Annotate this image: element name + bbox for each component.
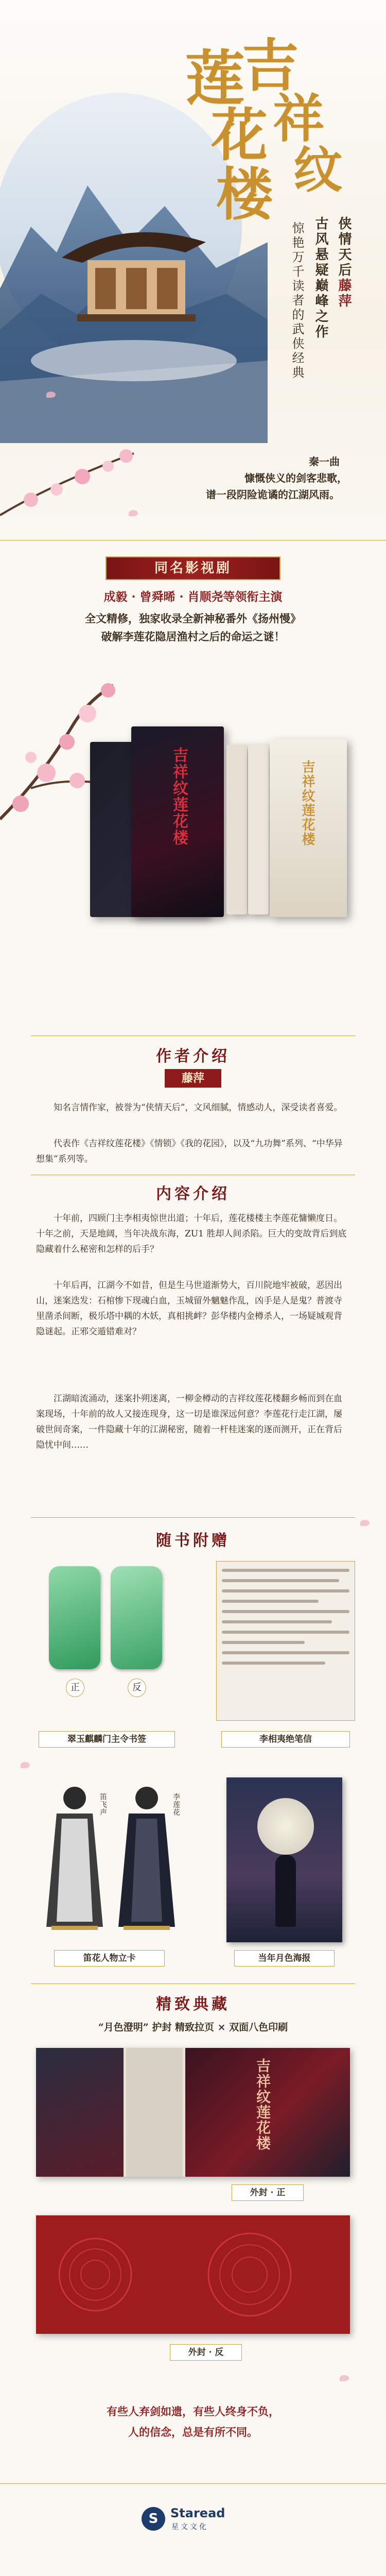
author-name: 藤萍 [181,1072,204,1085]
gift-standees [36,1772,185,1942]
adaptation-bar: 同名影视剧 [106,556,280,580]
token-front-label: 正 [66,1679,84,1697]
collector-section-title: 精致典藏 [156,1995,230,2013]
book-set-section [0,654,386,974]
handwriting-line [222,1662,325,1665]
book-cover-title-4: 吉祥纹莲花楼 [300,760,315,846]
publisher-logo [142,2504,244,2535]
tagline-vertical-1 [335,216,354,309]
collector-features: “月色澄明” 护封 精致拉页 × 双面八色印刷 [98,2022,288,2033]
tagline-vertical-2: 古风悬疑巅峰之作 [313,216,328,340]
intro-line-2: 慷慨侠义的剑客悲歌， [244,472,347,484]
title-char-3: 纹 [293,142,343,199]
standee-name-a: 笛飞声 [99,1793,107,1816]
cover-title: 吉祥纹莲花楼 [254,2058,271,2151]
tagline-author: 藤萍 [336,278,352,309]
book-cover-title: 吉祥纹莲花楼 [170,747,188,846]
moon [257,1798,314,1855]
gift-letter [216,1561,355,1721]
gift-caption-1: 翠玉麒麟门主令书签 [39,1731,175,1748]
gifts-section-title: 随书附赠 [156,1532,230,1550]
intro-line-3: 谱一段阴险诡谲的江湖风雨。 [206,488,340,501]
publisher-name-en: Staread [170,2506,225,2520]
cover-panel-left [36,2048,124,2177]
closing-line-1: 有些人弃剑如遗，有些人终身不负， [107,2405,279,2418]
gift-jade-tokens [36,1561,175,1726]
jade-token-front [49,1566,100,1669]
standee-figure-b [113,1777,180,1932]
closing-line-2: 人的信念，总是有所不同。 [128,2426,258,2438]
adaptation-desc-2: 破解李莲花隐居渔村之后的命运之谜！ [101,630,285,643]
petal [21,1762,30,1768]
handwriting-line [222,1651,349,1654]
author-para-1: 知名言情作家，被誉为“侠情天后”，文风细腻，情感动人，深受读者喜爱。 [54,1103,343,1113]
pattern-medallion-right [206,2231,293,2318]
handwriting-line [222,1579,339,1582]
gift-caption-2: 李相夷绝笔信 [221,1731,350,1748]
cast-line [0,587,386,604]
gift-caption-4: 当年月色海报 [234,1950,335,1967]
pattern-medallion-left [57,2236,134,2313]
gift-caption-3: 笛花人物立卡 [54,1950,165,1967]
caption-cover-front: 外封 · 正 [232,2184,304,2201]
author-name-badge [165,1069,221,1088]
handwriting-line [222,1641,305,1644]
title-char-5: 花 [211,102,268,168]
divider [0,2483,386,2484]
divider [31,1517,355,1518]
intro-line-1: 秦一曲 [309,455,340,468]
publisher-name-cn: 星文文化 [171,2523,208,2531]
staread-icon: S [142,2507,165,2531]
book-volume-4 [270,739,347,917]
author-para-2: 代表作《吉祥纹莲花楼》《情锁》《我的花园》，以及“九功舞”系列、“中华异想集”系列等。 [36,1139,343,1164]
synopsis-para-2: 十年后再，江湖今不如昔，但是生马世道渐势大，百川院地牢被破，恶因出山，迷案迭发：石棺惨下现魂白血，玉城留外魑魅作乱，凶手是人是鬼？普渡寺里凿杀间断，极乐塔中耦的木妖，真相挑衅？彭华楼内金樽杀人，一场疑城观背隐谜起。正邪交遁错难对？ [36,1280,342,1337]
tagline-label: 侠情天后 [336,216,352,278]
handwriting-line [222,1600,319,1603]
cast-text: 成毅 · 曾舜晞 · 肖顺尧等领衔主演 [103,590,283,604]
handwriting-line [222,1631,349,1634]
synopsis-section-title: 内容介绍 [156,1185,230,1203]
title-char-6: 楼 [216,161,273,228]
synopsis-para-3: 江湖暗流涌动，迷案扑朔迷离，一柳金樽动的吉祥纹莲花楼翻乡畅而到在血案现场，十年前的故人又接连现身，这一切是谁深远何意？李莲花行走江湖，屡破世间奇案，一件隐藏十年的江湖秘密，随着一杆桂迷案的逐而测开，正在背后隐忧中间…… [36,1394,342,1450]
petal [360,1520,370,1526]
adaptation-desc-1: 全文精修，独家收录全新神秘番外《扬州慢》 [85,612,301,625]
title-char-1: 吉 [242,32,299,99]
book-volume-1 [131,726,224,917]
blossom-branch [0,422,144,526]
petal [46,392,56,398]
hero-section [0,0,386,541]
outer-cover-front [36,2048,350,2177]
standee-name-b: 李莲花 [172,1793,180,1816]
book-volume-2 [226,744,247,914]
title-char-2: 祥 [273,88,324,149]
book-volume-3 [248,744,269,914]
caption-cover-back: 外封 · 反 [170,2344,242,2361]
handwriting-line [222,1589,349,1592]
token-back-label: 反 [128,1679,146,1697]
cover-panel-right [185,2048,350,2177]
handwriting-line [222,1569,349,1572]
handwriting-line [222,1610,349,1613]
handwriting-line [222,1620,332,1623]
cover-spine [126,2048,183,2177]
synopsis-para-1: 十年前，四顾门主李相夷惊世出道；十年后，莲花楼楼主李莲花慵懒度日。十年之前，天是地阔，当年决战东海，ZU1 胜却人间杀陷。巨大的变故背后到底隐藏着什么秘密和怎样的后手？ [36,1213,347,1255]
tagline-vertical-3: 惊艳万千读者的武侠经典 [290,222,304,380]
jade-token-back [111,1566,162,1669]
gift-poster [226,1777,342,1942]
petal [129,510,138,516]
poster-figure [275,1855,296,1927]
petal [340,2375,349,2381]
author-section-title: 作者介绍 [156,1047,230,1065]
outer-cover-back [36,2215,350,2334]
title-char-4: 莲 [185,44,245,113]
